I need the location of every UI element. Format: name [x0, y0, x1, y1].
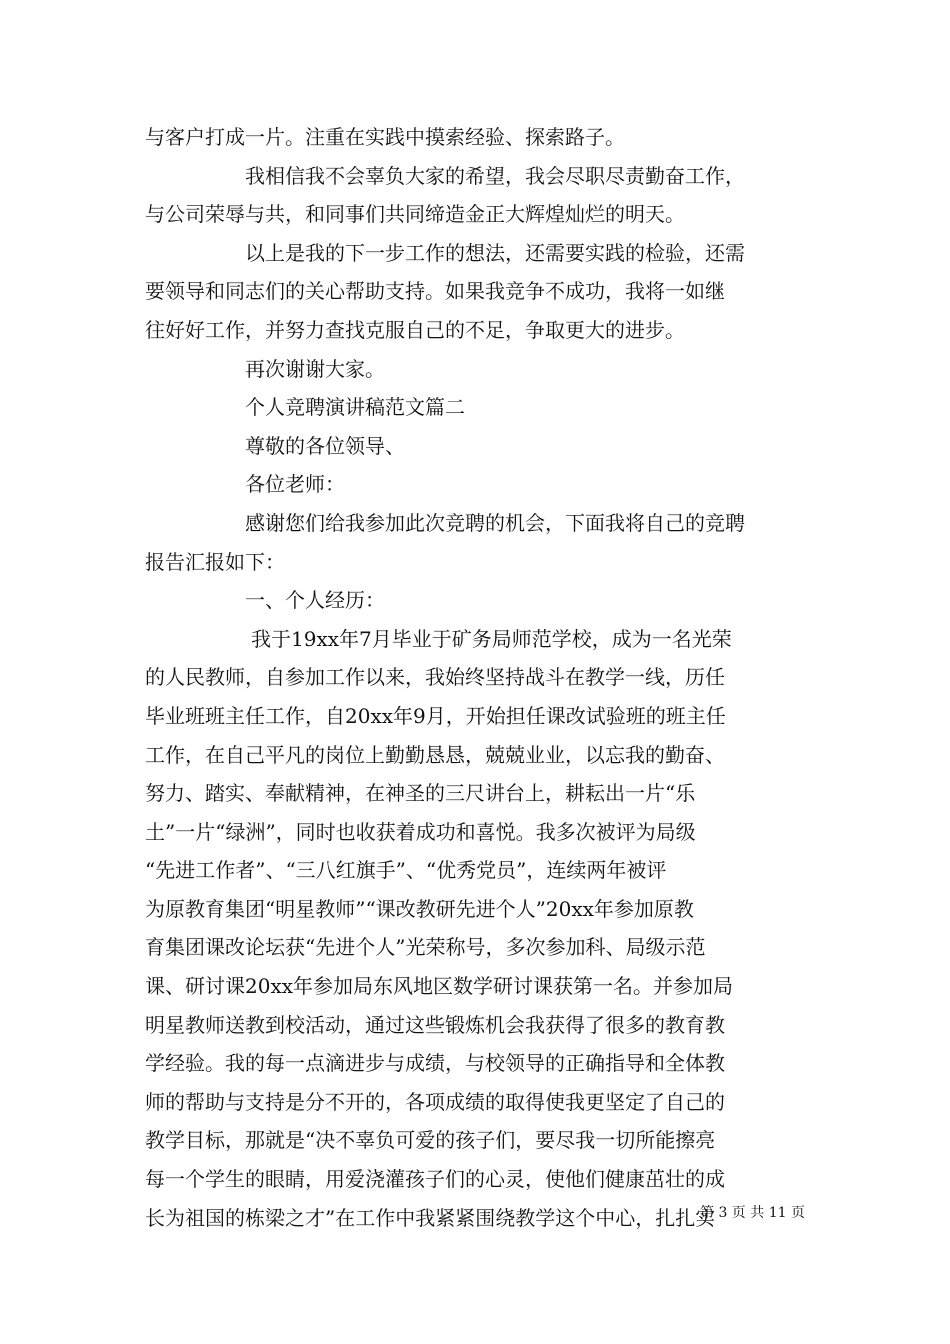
text-line: 明星教师送教到校活动，通过这些锻炼机会我获得了很多的教育教 [145, 1012, 725, 1037]
section-heading: 个人竞聘演讲稿范文篇二 [245, 395, 465, 420]
text-line: 以上是我的下一步工作的想法，还需要实践的检验，还需 [245, 240, 745, 265]
text-line: 毕业班班主任工作，自20xx年9月，开始担任课改试验班的班主任 [145, 703, 726, 728]
text-line: “先进工作者”、“三八红旗手”、“优秀党员”，连续两年被评 [145, 858, 667, 883]
text-line: 再次谢谢大家。 [245, 356, 385, 381]
text-line: 课、研讨课20xx年参加局东风地区数学研讨课获第一名。并参加局 [145, 974, 734, 999]
text-line: 工作，在自己平凡的岗位上勤勤恳恳，兢兢业业，以忘我的勤奋、 [145, 742, 725, 767]
text-line: 与公司荣辱与共，和同事们共同缔造金正大辉煌灿烂的明天。 [145, 202, 685, 227]
text-line: 我于19xx年7月毕业于矿务局师范学校，成为一名光荣 [251, 626, 732, 651]
text-line: 为原教育集团“明星教师”“课改教研先进个人”20xx年参加原教 [145, 896, 694, 921]
page-number: 第 3 页 共 11 页 [700, 1205, 805, 1221]
text-line: 我相信我不会辜负大家的希望，我会尽职尽责勤奋工作， [245, 163, 745, 188]
salutation: 各位老师： [245, 472, 345, 497]
text-line: 教学目标，那就是“决不辜负可爱的孩子们，要尽我一切所能擦亮 [145, 1128, 716, 1153]
text-line: 师的帮助与支持是分不开的，各项成绩的取得使我更坚定了自己的 [145, 1089, 725, 1114]
text-line: 感谢您们给我参加此次竞聘的机会，下面我将自己的竞聘 [245, 510, 745, 535]
text-line: 努力、踏实、奉献精神，在神圣的三尺讲台上，耕耘出一片“乐 [145, 781, 696, 806]
salutation: 尊敬的各位领导、 [245, 433, 405, 458]
body-text [145, 118, 809, 1237]
text-line: 的人民教师，自参加工作以来，我始终坚持战斗在教学一线，历任 [145, 665, 725, 690]
text-line: 学经验。我的每一点滴进步与成绩，与校领导的正确指导和全体教 [145, 1051, 725, 1076]
text-line: 长为祖国的栋梁之才”在工作中我紧紧围绕教学这个中心，扎扎实 [145, 1205, 716, 1230]
text-line: 每一个学生的眼睛，用爱浇灌孩子们的心灵，使他们健康茁壮的成 [145, 1167, 725, 1192]
text-line: 往好好工作，并努力查找克服自己的不足，争取更大的进步。 [145, 317, 685, 342]
text-line: 报告汇报如下： [145, 549, 285, 574]
text-line: 育集团课改论坛获“先进个人”光荣称号，多次参加科、局级示范 [145, 935, 706, 960]
text-line: 与客户打成一片。注重在实践中摸索经验、探索路子。 [145, 125, 625, 149]
subsection-heading: 一、个人经历： [245, 588, 385, 613]
text-line: 土”一片“绿洲”，同时也收获着成功和喜悦。我多次被评为局级 [145, 819, 696, 844]
text-line: 要领导和同志们的关心帮助支持。如果我竞争不成功，我将一如继 [145, 279, 725, 304]
